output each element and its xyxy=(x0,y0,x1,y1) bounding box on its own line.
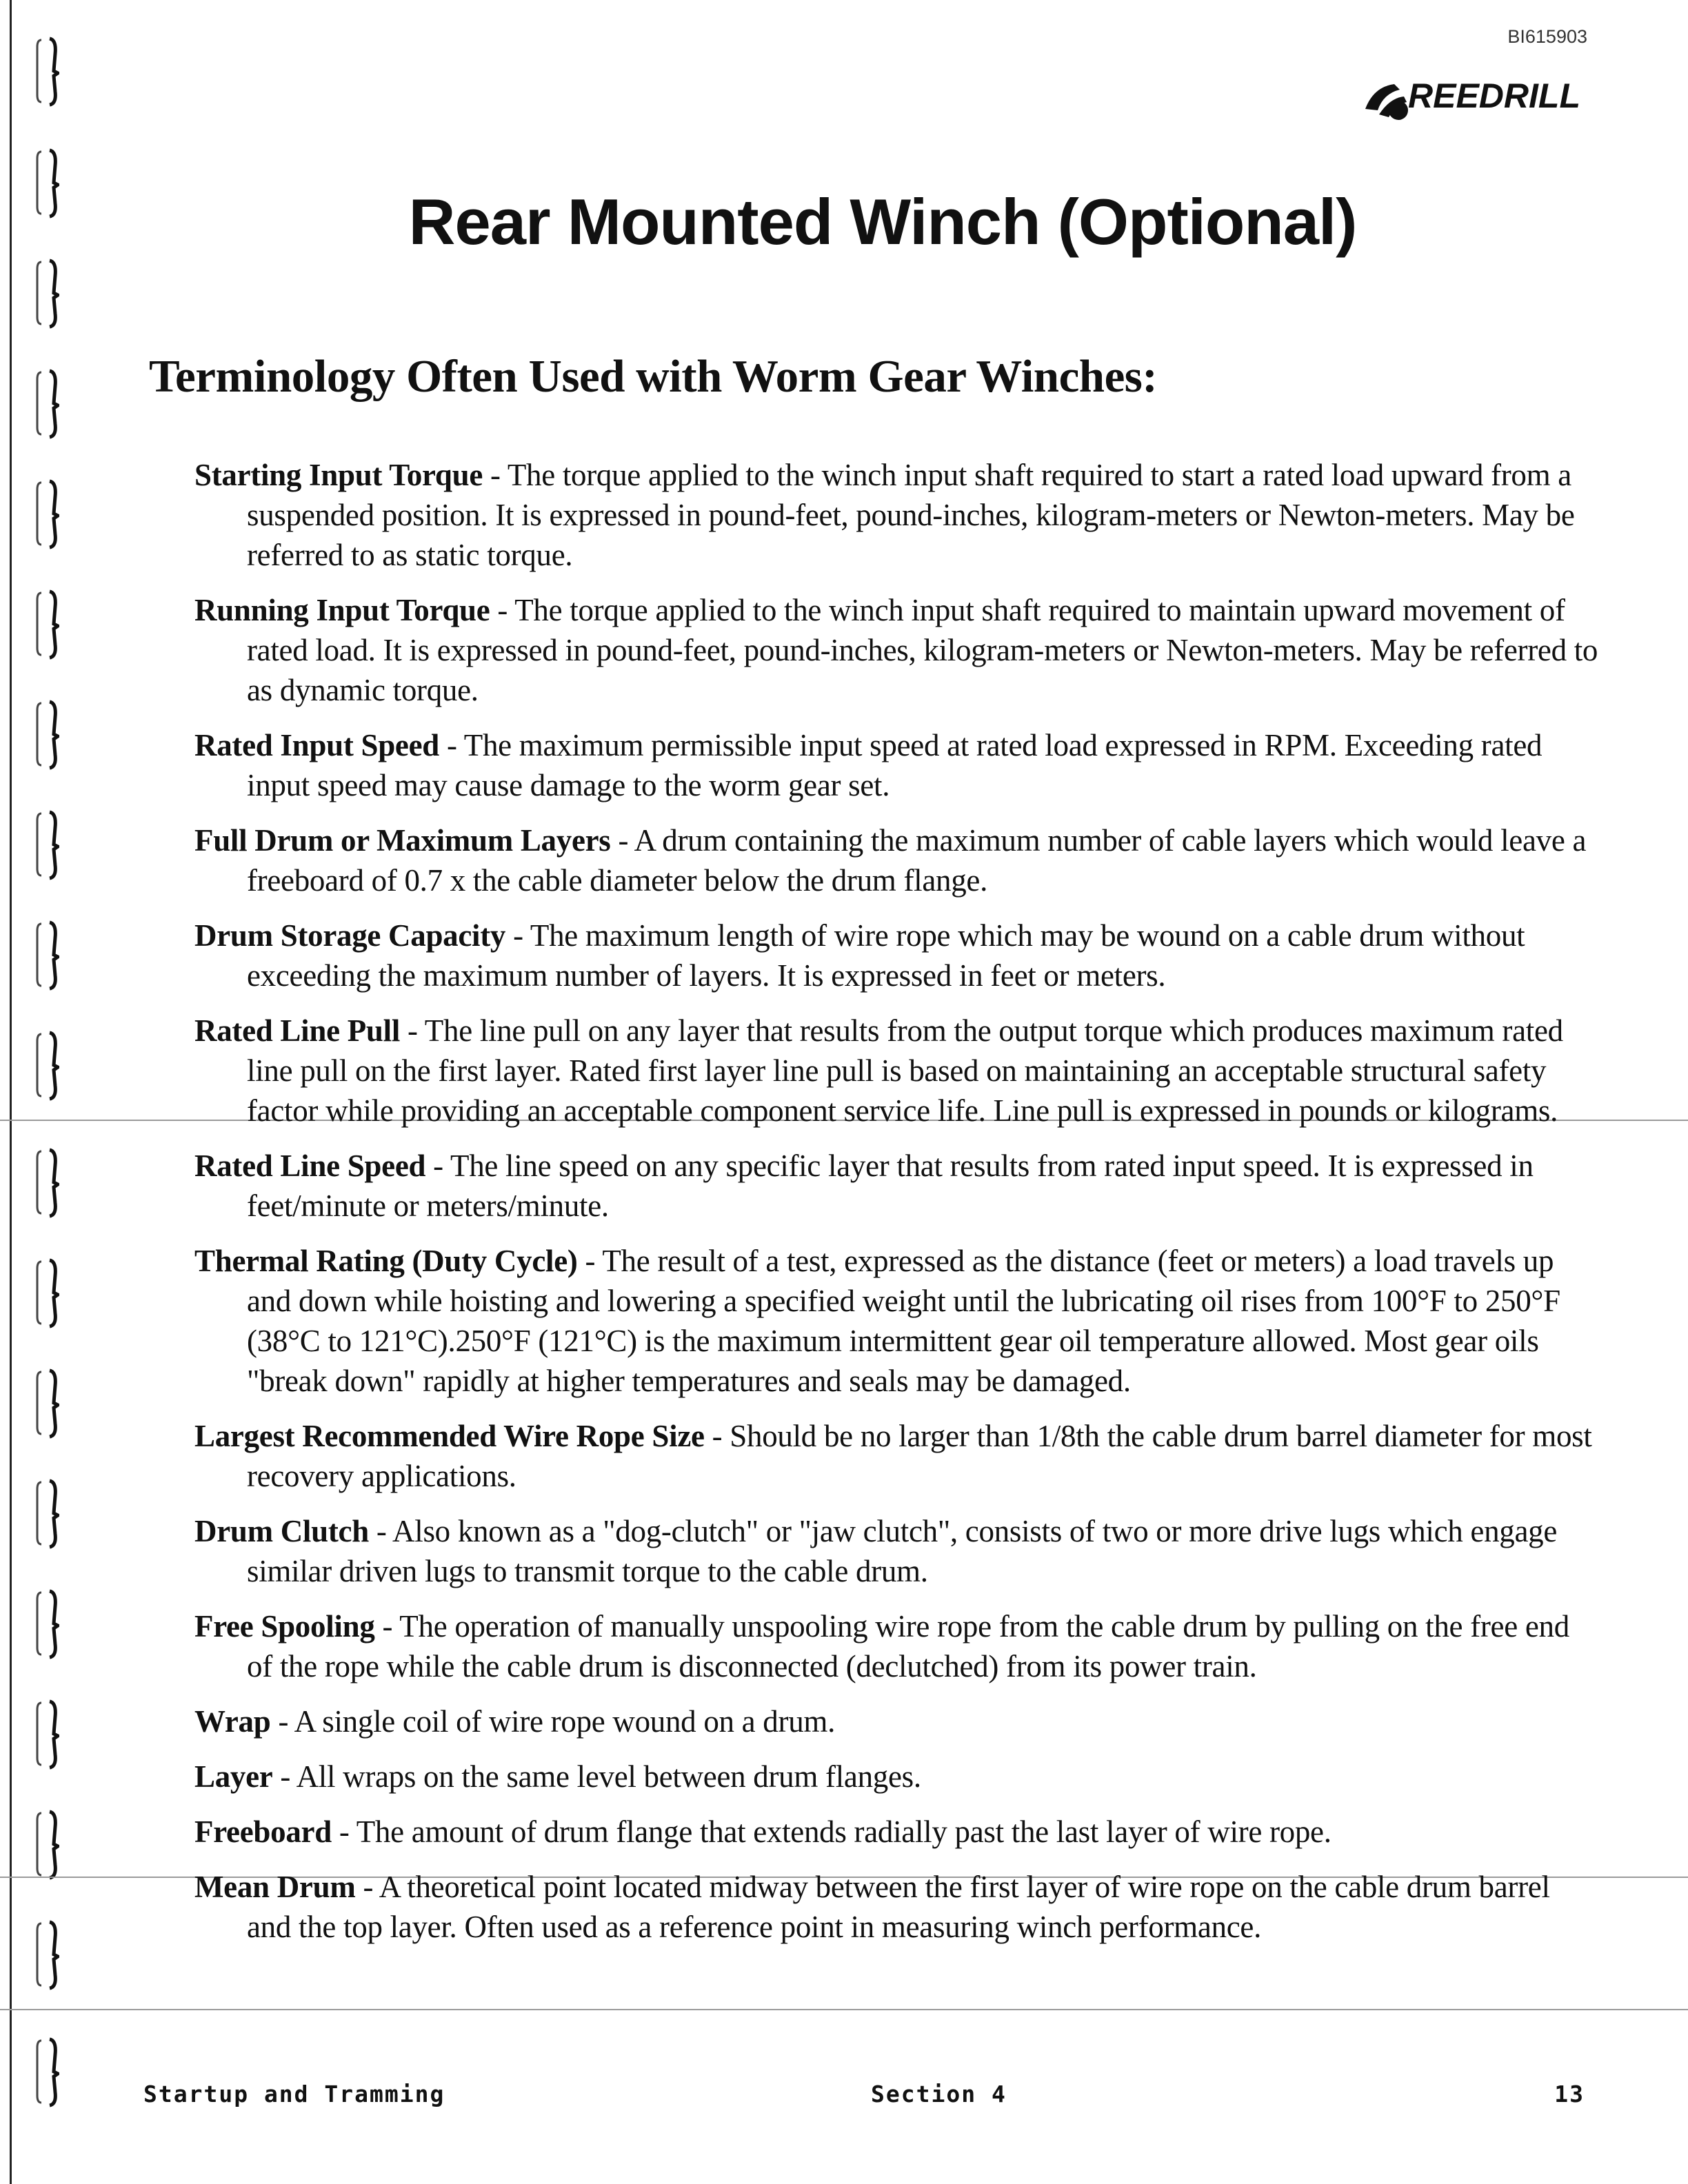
footer-section: Section 4 xyxy=(871,2081,1007,2107)
binder-ring xyxy=(36,1475,59,1551)
term-definition: - The result of a test, expressed as the distance (feet or meters) a load travels up and down while hoisting and lowering a specified weight until the lubricating oil rises from 100°F to 250°F (38°C to 121°C).250°F (121°C) is the maximum intermittent gear oil temperature allowed. Most gear oils "break down" rapidly at higher temperatures and seals may be damaged. xyxy=(247,1244,1560,1398)
binder-ring xyxy=(36,476,59,552)
binder-ring xyxy=(36,1917,59,1992)
binder-ring xyxy=(36,1144,59,1220)
footer-chapter: Startup and Tramming xyxy=(143,2081,445,2107)
term-rated-line-pull xyxy=(194,1011,1601,1131)
term-definition: - The torque applied to the winch input shaft required to maintain upward movement of rated load. It is expressed in pound-feet, pound-inches, kilogram-meters or Newton-meters. May be referred to as dynamic torque. xyxy=(247,593,1598,707)
term-largest-wire-rope-size xyxy=(194,1416,1601,1496)
binder-ring xyxy=(36,1696,59,1772)
term-name: Running Input Torque xyxy=(194,593,490,627)
term-definition: - All wraps on the same level between drum flanges. xyxy=(272,1759,921,1794)
term-definition: - The maximum length of wire rope which may be wound on a cable drum without exceeding the maximum number of layers. It is expressed in feet or meters. xyxy=(247,918,1525,993)
term-name: Rated Line Pull xyxy=(194,1013,401,1048)
page-title: Rear Mounted Winch (Optional) xyxy=(408,185,1357,258)
term-name: Free Spooling xyxy=(194,1609,375,1644)
term-layer xyxy=(194,1757,1601,1797)
terminology-list xyxy=(194,455,1601,1962)
page-number: 13 xyxy=(1554,2081,1585,2107)
term-name: Drum Storage Capacity xyxy=(194,918,506,953)
binder-ring xyxy=(36,1255,59,1331)
term-name: Full Drum or Maximum Layers xyxy=(194,823,611,858)
term-starting-input-torque xyxy=(194,455,1601,575)
term-freeboard xyxy=(194,1812,1601,1852)
term-running-input-torque xyxy=(194,590,1601,710)
term-definition: - The line pull on any layer that results from the output torque which produces maximum rated line pull on the first layer. Rated first layer line pull is based on maintaining an acceptable structural safety factor while providing an acceptable component service life. Line pull is expressed in pounds or kilograms. xyxy=(247,1013,1563,1128)
binder-ring xyxy=(36,255,59,331)
term-definition: - A drum containing the maximum number of cable layers which would leave a freeboard of 0.7 x the cable diameter below the drum flange. xyxy=(247,823,1587,898)
binder-ring xyxy=(36,917,59,993)
term-definition: - A theoretical point located midway between the first layer of wire rope on the cable drum barrel and the top layer. Often used as a reference point in measuring winch performance. xyxy=(247,1870,1550,1944)
term-mean-drum xyxy=(194,1867,1601,1947)
term-definition: - Also known as a "dog-clutch" or "jaw clutch", consists of two or more drive lugs which engage similar driven lugs to transmit torque to the cable drum. xyxy=(247,1514,1558,1588)
term-free-spooling xyxy=(194,1606,1601,1686)
term-definition: - The operation of manually unspooling wire rope from the cable drum by pulling on the free end of the rope while the cable drum is disconnected (declutched) from its power train. xyxy=(247,1609,1569,1684)
term-definition: - The line speed on any specific layer that results from rated input speed. It is expressed in feet/minute or meters/minute. xyxy=(247,1149,1534,1223)
term-wrap xyxy=(194,1701,1601,1741)
scan-line-3 xyxy=(0,2009,1688,2010)
term-name: Starting Input Torque xyxy=(194,458,483,492)
term-name: Largest Recommended Wire Rope Size xyxy=(194,1419,705,1453)
term-name: Freeboard xyxy=(194,1814,332,1849)
term-drum-storage-capacity xyxy=(194,916,1601,995)
logo-text: REEDRILL xyxy=(1408,77,1580,115)
binder-ring xyxy=(36,1027,59,1103)
term-definition: - Should be no larger than 1/8th the cable drum barrel diameter for most recovery applications. xyxy=(247,1419,1592,1493)
term-rated-input-speed xyxy=(194,725,1601,805)
binder-spine xyxy=(10,0,12,2184)
binder-ring xyxy=(36,586,59,662)
binder-ring xyxy=(36,33,59,109)
term-drum-clutch xyxy=(194,1511,1601,1591)
term-definition: - The maximum permissible input speed at rated load expressed in RPM. Exceeding rated input speed may cause damage to the worm gear set. xyxy=(247,728,1543,802)
binder-rings xyxy=(0,0,76,2184)
reedrill-logo xyxy=(1358,66,1607,128)
section-heading: Terminology Often Used with Worm Gear Winches: xyxy=(149,351,1158,402)
term-name: Layer xyxy=(194,1759,273,1794)
binder-ring xyxy=(36,696,59,772)
term-rated-line-speed xyxy=(194,1146,1601,1226)
term-name: Rated Input Speed xyxy=(194,728,439,762)
term-definition: - The amount of drum flange that extends radially past the last layer of wire rope. xyxy=(331,1814,1332,1849)
binder-ring xyxy=(36,1586,59,1661)
binder-ring xyxy=(36,2034,59,2110)
binder-ring xyxy=(36,1806,59,1882)
binder-ring xyxy=(36,807,59,882)
page-footer xyxy=(143,2081,1585,2108)
term-name: Mean Drum xyxy=(194,1870,356,1904)
term-definition: - The torque applied to the winch input shaft required to start a rated load upward from a suspended position. It is expressed in pound-feet, pound-inches, kilogram-meters or Newton-meters. May be referred to as static torque. xyxy=(247,458,1575,572)
term-full-drum xyxy=(194,820,1601,900)
term-thermal-rating xyxy=(194,1241,1601,1401)
term-name: Drum Clutch xyxy=(194,1514,369,1548)
term-name: Thermal Rating (Duty Cycle) xyxy=(194,1244,578,1278)
document-id: BI615903 xyxy=(1507,26,1587,47)
binder-ring xyxy=(36,1365,59,1441)
binder-ring xyxy=(36,365,59,441)
term-definition: - A single coil of wire rope wound on a drum. xyxy=(270,1704,836,1739)
term-name: Wrap xyxy=(194,1704,271,1739)
term-name: Rated Line Speed xyxy=(194,1149,426,1183)
